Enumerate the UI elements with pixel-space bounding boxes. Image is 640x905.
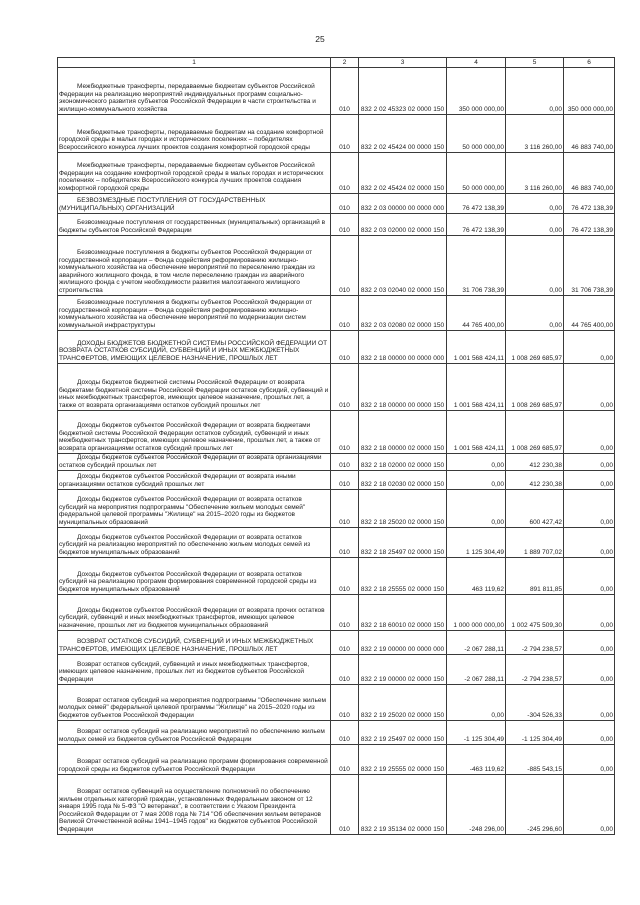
cell-description: Доходы бюджетов субъектов Российской Федерации от возврата иными организациями остатков субсидий прошлых лет <box>58 471 331 490</box>
table-row <box>58 490 615 528</box>
cell-classification-code: 832 2 19 00000 00 0000 000 <box>359 631 447 655</box>
cell-line-code: 010 <box>331 595 359 631</box>
cell-column-5: 1 002 475 509,30 <box>506 595 564 631</box>
cell-column-6: 0,00 <box>564 685 615 721</box>
cell-classification-code: 832 2 03 02000 02 0000 150 <box>359 214 447 236</box>
cell-column-6: 44 765 400,00 <box>564 296 615 331</box>
cell-classification-code: 832 2 18 00000 02 0000 150 <box>359 411 447 454</box>
cell-description: БЕЗВОЗМЕЗДНЫЕ ПОСТУПЛЕНИЯ ОТ ГОСУДАРСТВЕННЫХ (МУНИЦИПАЛЬНЫХ) ОРГАНИЗАЦИЙ <box>58 194 331 214</box>
table-row <box>58 153 615 194</box>
cell-line-code: 010 <box>331 364 359 411</box>
cell-column-5: 412 230,38 <box>506 471 564 490</box>
cell-column-5: 0,00 <box>506 214 564 236</box>
cell-column-4: 44 765 400,00 <box>447 296 506 331</box>
cell-line-code: 010 <box>331 528 359 558</box>
table-row <box>58 775 615 835</box>
table-row <box>58 631 615 655</box>
cell-description: Возврат остатков субсидий на реализацию мероприятий по обеспечению жильем молодых семей из бюджетов субъектов Российской Федерации <box>58 721 331 745</box>
cell-column-4: 50 000 000,00 <box>447 153 506 194</box>
cell-line-code: 010 <box>331 68 359 115</box>
column-header-2: 2 <box>331 58 359 68</box>
cell-description: Межбюджетные трансферты, передаваемые бюджетам на создание комфортной городской среды в малых городах и исторических поселениях – победителях Всероссийского конкурса лучших проектов создания комфортной городской среды <box>58 115 331 153</box>
cell-line-code: 010 <box>331 454 359 471</box>
table-row <box>58 214 615 236</box>
cell-description: Доходы бюджетов субъектов Российской Федерации от возврата организациями остатков субсидий прошлых лет <box>58 454 331 471</box>
cell-column-5: 1 008 269 685,97 <box>506 411 564 454</box>
cell-classification-code: 832 2 02 45424 02 0000 150 <box>359 153 447 194</box>
cell-line-code: 010 <box>331 296 359 331</box>
table-row <box>58 558 615 595</box>
cell-classification-code: 832 2 18 25555 02 0000 150 <box>359 558 447 595</box>
table-row <box>58 454 615 471</box>
cell-column-4: -248 296,00 <box>447 775 506 835</box>
table-row <box>58 331 615 364</box>
cell-classification-code: 832 2 18 25497 02 0000 150 <box>359 528 447 558</box>
cell-column-4: 1 001 568 424,11 <box>447 411 506 454</box>
cell-line-code: 010 <box>331 721 359 745</box>
cell-classification-code: 832 2 19 25497 02 0000 150 <box>359 721 447 745</box>
table-row <box>58 685 615 721</box>
cell-description: Доходы бюджетов субъектов Российской Федерации от возврата остатков субсидий на мероприятия подпрограммы "Обеспечение жильем молодых семей" федеральной целевой программы "Жилище" на 2015–2020 годы из бюджетов муниципальных образований <box>58 490 331 528</box>
cell-description: Возврат остатков субсидий на реализацию программ формирования современной городской среды из бюджетов субъектов Российской Федерации <box>58 745 331 775</box>
cell-classification-code: 832 2 03 02080 02 0000 150 <box>359 296 447 331</box>
cell-column-6: 46 883 740,00 <box>564 153 615 194</box>
cell-column-4: -2 067 288,11 <box>447 655 506 685</box>
table-row <box>58 721 615 745</box>
cell-description: Безвозмездные поступления в бюджеты субъектов Российской Федерации от государственной корпорации – Фонда содействия реформированию жилищно-коммунального хозяйства на обеспечение мероприятий по переселению граждан из аварийного жилищного фонда, в том числе переселению граждан из аварийного жилищного фонда с учетом необходимости развития малоэтажного жилищного строительства <box>58 236 331 296</box>
cell-line-code: 010 <box>331 214 359 236</box>
cell-column-5: 1 008 269 685,97 <box>506 364 564 411</box>
cell-column-4: 0,00 <box>447 685 506 721</box>
cell-description: Межбюджетные трансферты, передаваемые бюджетам субъектов Российской Федерации на создание комфортной городской среды в малых городах и исторических поселениях – победителях Всероссийского конкурса лучших проектов создания комфортной городской среды <box>58 153 331 194</box>
cell-line-code: 010 <box>331 115 359 153</box>
cell-column-5: 3 116 260,00 <box>506 115 564 153</box>
cell-column-4: -1 125 304,49 <box>447 721 506 745</box>
table-row <box>58 471 615 490</box>
cell-classification-code: 832 2 03 02040 02 0000 150 <box>359 236 447 296</box>
cell-description: Доходы бюджетов бюджетной системы Российской Федерации от возврата бюджетами бюджетной системы Российской Федерации остатков субсидий, субвенций и иных межбюджетных трансфертов, имеющих целевое назначение, прошлых лет, а также от возврата организациями остатков субсидий прошлых лет <box>58 364 331 411</box>
cell-column-6: 0,00 <box>564 655 615 685</box>
cell-column-6: 0,00 <box>564 411 615 454</box>
table-row <box>58 115 615 153</box>
cell-column-6: 0,00 <box>564 721 615 745</box>
cell-line-code: 010 <box>331 655 359 685</box>
cell-description: Возврат остатков субвенций на осуществление полномочий по обеспечению жильем отдельных категорий граждан, установленных Федеральным законом от 12 января 1995 года № 5-ФЗ "О ветеранах", в соответствии с Указом Президента Российской Федерации от 7 мая 2008 года № 714 "Об обеспечении жильем ветеранов Великой Отечественной войны 1941–1945 годов" из бюджетов субъектов Российской Федерации <box>58 775 331 835</box>
cell-column-6: 76 472 138,39 <box>564 214 615 236</box>
table-row <box>58 595 615 631</box>
cell-column-5: -885 543,15 <box>506 745 564 775</box>
cell-column-6: 0,00 <box>564 490 615 528</box>
cell-column-4: 1 125 304,49 <box>447 528 506 558</box>
cell-description: ДОХОДЫ БЮДЖЕТОВ БЮДЖЕТНОЙ СИСТЕМЫ РОССИЙСКОЙ ФЕДЕРАЦИИ ОТ ВОЗВРАТА ОСТАТКОВ СУБСИДИЙ, СУБВЕНЦИЙ И ИНЫХ МЕЖБЮДЖЕТНЫХ ТРАНСФЕРТОВ, ИМЕЮЩИХ ЦЕЛЕВОЕ НАЗНАЧЕНИЕ, ПРОШЛЫХ ЛЕТ <box>58 331 331 364</box>
cell-classification-code: 832 2 02 45323 02 0000 150 <box>359 68 447 115</box>
column-header-4: 4 <box>447 58 506 68</box>
cell-description: ВОЗВРАТ ОСТАТКОВ СУБСИДИЙ, СУБВЕНЦИЙ И ИНЫХ МЕЖБЮДЖЕТНЫХ ТРАНСФЕРТОВ, ИМЕЮЩИХ ЦЕЛЕВОЕ НАЗНАЧЕНИЕ, ПРОШЛЫХ ЛЕТ <box>58 631 331 655</box>
cell-description: Безвозмездные поступления от государственных (муниципальных) организаций в бюджеты субъектов Российской Федерации <box>58 214 331 236</box>
cell-description: Доходы бюджетов субъектов Российской Федерации от возврата бюджетами бюджетной системы Российской Федерации остатков субсидий, субвенций и иных межбюджетных трансфертов, имеющих целевое назначение, прошлых лет, а также от возврата организациями остатков субсидий прошлых лет <box>58 411 331 454</box>
cell-column-6: 0,00 <box>564 631 615 655</box>
cell-classification-code: 832 2 19 25020 02 0000 150 <box>359 685 447 721</box>
cell-classification-code: 832 2 18 60010 02 0000 150 <box>359 595 447 631</box>
cell-column-5: -2 794 238,57 <box>506 655 564 685</box>
cell-column-5: -245 296,60 <box>506 775 564 835</box>
cell-line-code: 010 <box>331 153 359 194</box>
cell-column-5: 0,00 <box>506 296 564 331</box>
cell-classification-code: 832 2 02 45424 00 0000 150 <box>359 115 447 153</box>
cell-column-6: 0,00 <box>564 775 615 835</box>
column-header-6: 6 <box>564 58 615 68</box>
cell-column-5: 1 889 707,02 <box>506 528 564 558</box>
cell-classification-code: 832 2 18 00000 00 0000 150 <box>359 364 447 411</box>
cell-column-5: 1 008 269 685,97 <box>506 331 564 364</box>
table-row <box>58 296 615 331</box>
cell-classification-code: 832 2 19 35134 02 0000 150 <box>359 775 447 835</box>
cell-column-5: 891 811,85 <box>506 558 564 595</box>
cell-line-code: 010 <box>331 631 359 655</box>
cell-column-6: 46 883 740,00 <box>564 115 615 153</box>
cell-column-4: 76 472 138,39 <box>447 214 506 236</box>
table-header-row <box>58 58 615 68</box>
table-row <box>58 411 615 454</box>
column-header-3: 3 <box>359 58 447 68</box>
cell-column-4: 50 000 000,00 <box>447 115 506 153</box>
table-row <box>58 194 615 214</box>
cell-column-4: 0,00 <box>447 490 506 528</box>
cell-line-code: 010 <box>331 745 359 775</box>
cell-line-code: 010 <box>331 194 359 214</box>
cell-line-code: 010 <box>331 775 359 835</box>
cell-column-4: 31 706 738,39 <box>447 236 506 296</box>
cell-column-5: -1 125 304,49 <box>506 721 564 745</box>
cell-column-5: 0,00 <box>506 68 564 115</box>
cell-column-4: 1 001 568 424,11 <box>447 331 506 364</box>
cell-line-code: 010 <box>331 411 359 454</box>
cell-column-5: 0,00 <box>506 236 564 296</box>
cell-column-5: -2 794 238,57 <box>506 631 564 655</box>
cell-column-6: 0,00 <box>564 745 615 775</box>
table-row <box>58 364 615 411</box>
cell-column-5: -304 526,33 <box>506 685 564 721</box>
cell-column-5: 3 116 260,00 <box>506 153 564 194</box>
table-row <box>58 68 615 115</box>
cell-column-4: -463 119,62 <box>447 745 506 775</box>
cell-column-6: 0,00 <box>564 595 615 631</box>
table-row <box>58 655 615 685</box>
cell-line-code: 010 <box>331 558 359 595</box>
page-number: 25 <box>315 34 325 44</box>
cell-line-code: 010 <box>331 236 359 296</box>
cell-column-6: 76 472 138,39 <box>564 194 615 214</box>
cell-column-6: 0,00 <box>564 471 615 490</box>
cell-description: Безвозмездные поступления в бюджеты субъектов Российской Федерации от государственной корпорации – Фонда содействия реформированию жилищно-коммунального хозяйства на обеспечение мероприятий по модернизации систем коммунальной инфраструктуры <box>58 296 331 331</box>
cell-column-5: 0,00 <box>506 194 564 214</box>
cell-description: Межбюджетные трансферты, передаваемые бюджетам субъектов Российской Федерации на реализацию мероприятий индивидуальных программ социально-экономического развития субъектов Российской Федерации в части строительства и жилищно-коммунального хозяйства <box>58 68 331 115</box>
cell-column-4: 350 000 000,00 <box>447 68 506 115</box>
cell-description: Доходы бюджетов субъектов Российской Федерации от возврата прочих остатков субсидий, субвенций и иных межбюджетных трансфертов, имеющих целевое назначение, прошлых лет из бюджетов муниципальных образований <box>58 595 331 631</box>
cell-line-code: 010 <box>331 331 359 364</box>
column-header-5: 5 <box>506 58 564 68</box>
cell-classification-code: 832 2 03 00000 00 0000 000 <box>359 194 447 214</box>
cell-classification-code: 832 2 18 00000 00 0000 000 <box>359 331 447 364</box>
cell-description: Возврат остатков субсидий, субвенций и иных межбюджетных трансфертов, имеющих целевое назначение, прошлых лет из бюджетов субъектов Российской Федерации <box>58 655 331 685</box>
cell-column-4: 1 000 000 000,00 <box>447 595 506 631</box>
cell-column-6: 0,00 <box>564 331 615 364</box>
cell-column-5: 600 427,42 <box>506 490 564 528</box>
cell-line-code: 010 <box>331 685 359 721</box>
cell-column-6: 31 706 738,39 <box>564 236 615 296</box>
cell-column-4: 0,00 <box>447 454 506 471</box>
cell-description: Доходы бюджетов субъектов Российской Федерации от возврата остатков субсидий на реализацию программ формирования современной городской среды из бюджетов муниципальных образований <box>58 558 331 595</box>
cell-column-6: 0,00 <box>564 528 615 558</box>
cell-column-4: 76 472 138,39 <box>447 194 506 214</box>
cell-column-6: 0,00 <box>564 454 615 471</box>
table-row <box>58 528 615 558</box>
cell-classification-code: 832 2 18 02000 02 0000 150 <box>359 454 447 471</box>
cell-description: Возврат остатков субсидий на мероприятия подпрограммы "Обеспечение жильем молодых семей" федеральной целевой программы "Жилище" на 2015–2020 годы из бюджетов субъектов Российской Федерации <box>58 685 331 721</box>
cell-column-5: 412 230,38 <box>506 454 564 471</box>
cell-column-4: 0,00 <box>447 471 506 490</box>
table-row <box>58 236 615 296</box>
cell-column-6: 350 000 000,00 <box>564 68 615 115</box>
cell-column-6: 0,00 <box>564 558 615 595</box>
cell-classification-code: 832 2 18 25020 02 0000 150 <box>359 490 447 528</box>
cell-line-code: 010 <box>331 471 359 490</box>
cell-classification-code: 832 2 19 00000 02 0000 150 <box>359 655 447 685</box>
cell-column-6: 0,00 <box>564 364 615 411</box>
cell-description: Доходы бюджетов субъектов Российской Федерации от возврата остатков субсидий на реализацию мероприятий по обеспечению жильем молодых семей из бюджетов муниципальных образований <box>58 528 331 558</box>
column-header-1: 1 <box>58 58 331 68</box>
table-body <box>58 68 615 835</box>
cell-column-4: -2 067 288,11 <box>447 631 506 655</box>
cell-column-4: 463 119,62 <box>447 558 506 595</box>
cell-column-4: 1 001 568 424,11 <box>447 364 506 411</box>
report-table <box>57 57 615 835</box>
cell-classification-code: 832 2 18 02030 02 0000 150 <box>359 471 447 490</box>
table-row <box>58 745 615 775</box>
cell-classification-code: 832 2 19 25555 02 0000 150 <box>359 745 447 775</box>
cell-line-code: 010 <box>331 490 359 528</box>
